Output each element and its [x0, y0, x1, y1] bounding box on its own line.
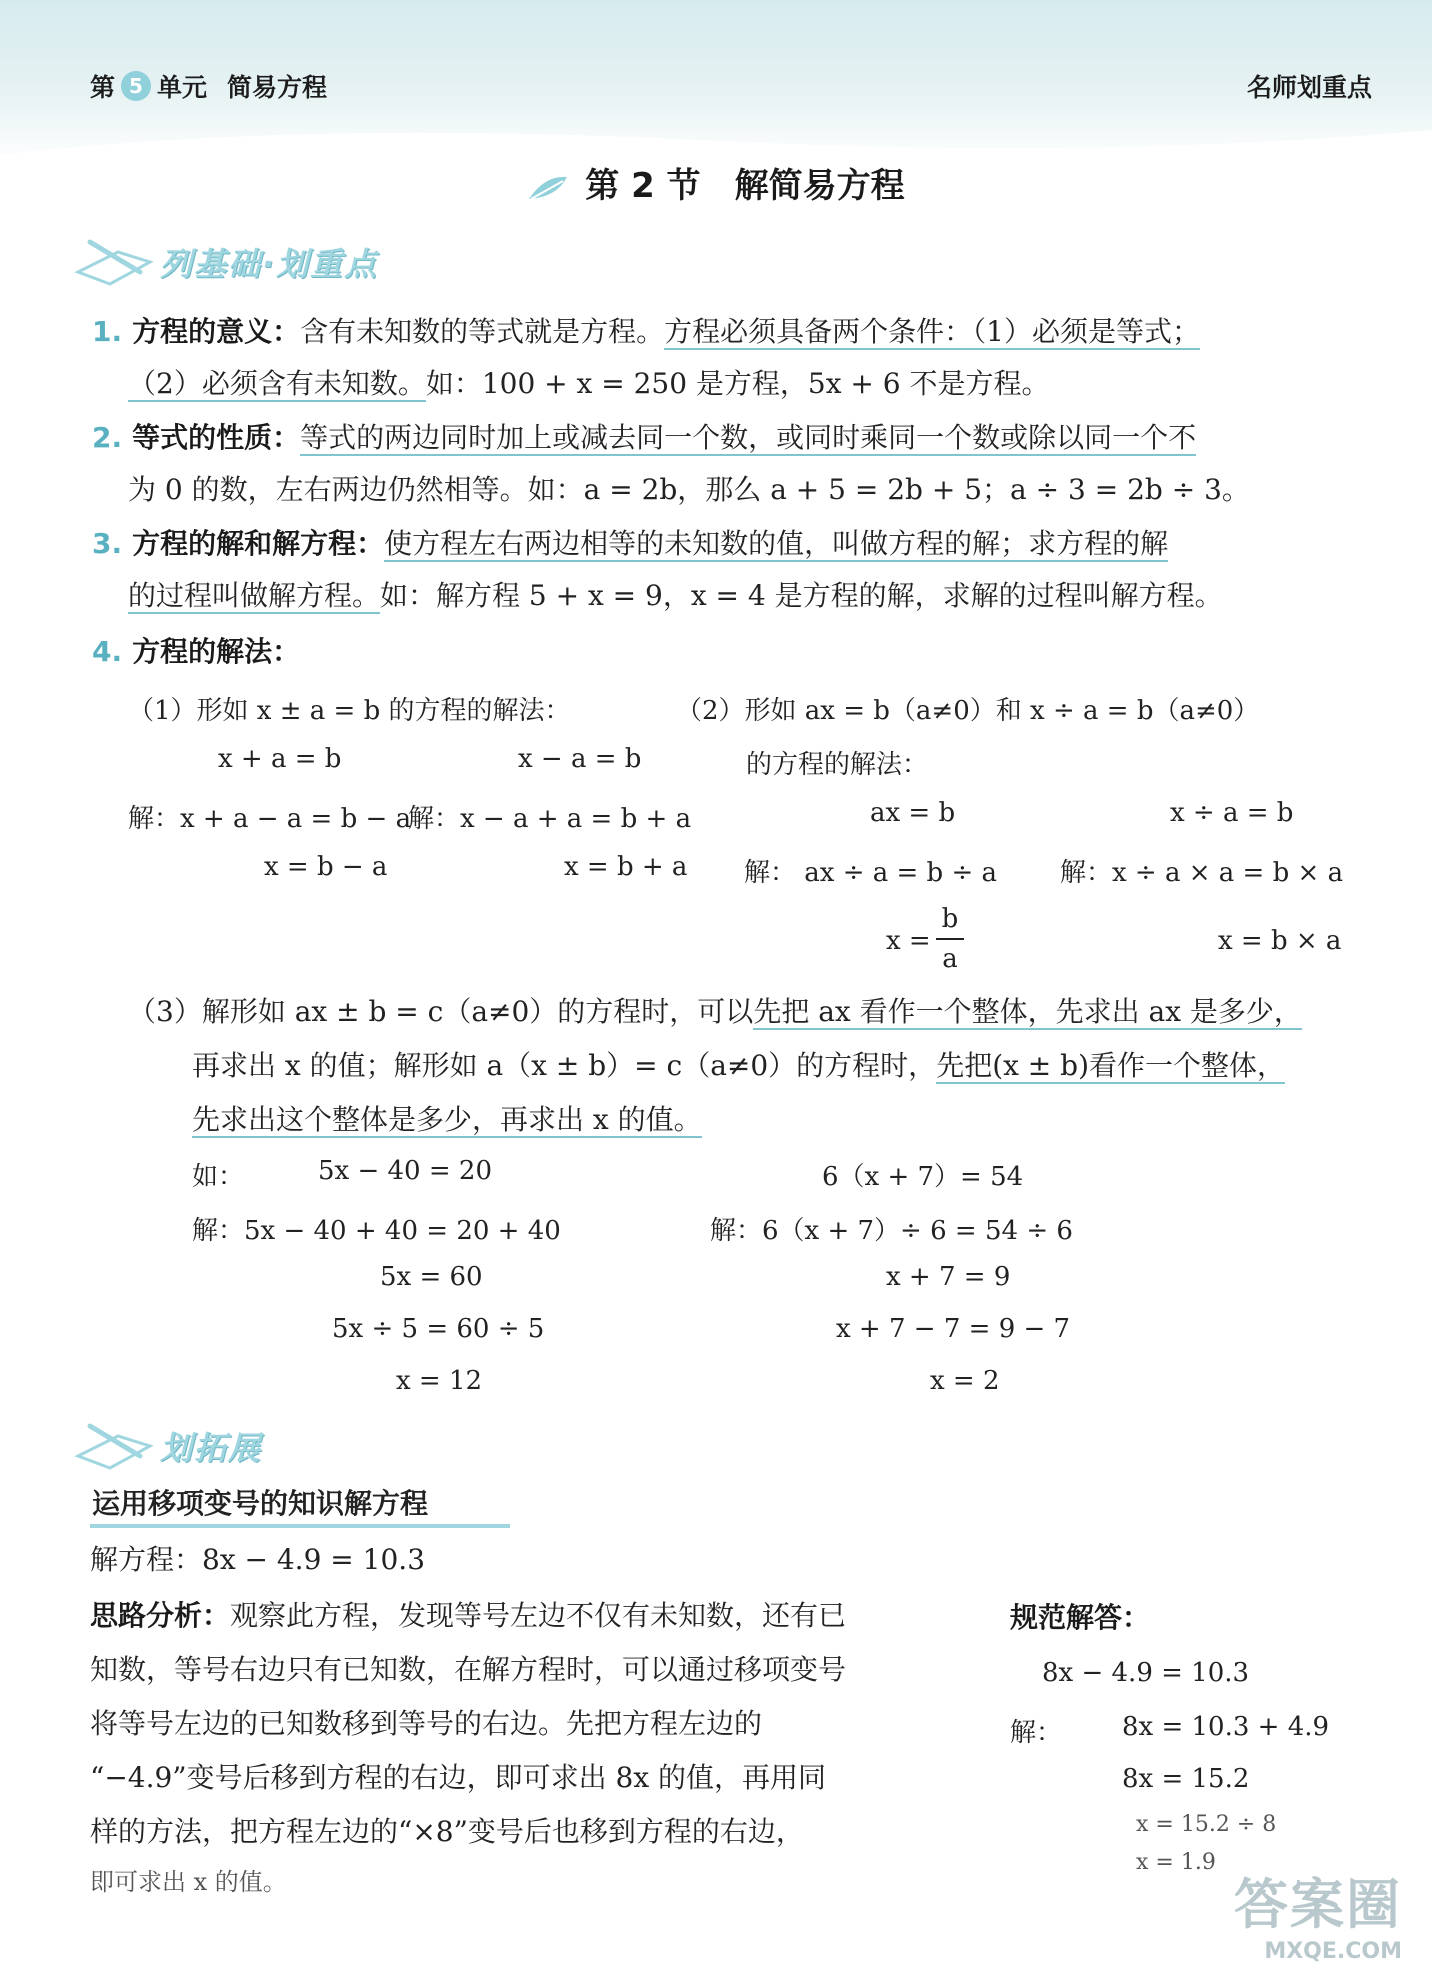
- watermark-big: 答案圈: [1234, 1873, 1402, 1936]
- method-2-sol-a2-lhs: x =: [886, 926, 931, 956]
- point-2-text2: 为 0 的数，左右两边仍然相等。如：a = 2b，那么 a + 5 = 2b + 5；a ÷ 3 = 2b ÷ 3。: [128, 473, 1250, 506]
- unit-number-badge: 5: [121, 71, 151, 101]
- point-4-line1: [92, 626, 300, 678]
- analysis-line3: 将等号左边的已知数移到等号的右边。先把方程左边的: [90, 1707, 763, 1740]
- banner-basics: [70, 232, 378, 292]
- example-left-s2: 5x = 60: [380, 1262, 483, 1292]
- unit-prefix: 第: [90, 73, 116, 102]
- example-right-s2: x + 7 = 9: [886, 1262, 1011, 1292]
- point-1-text1b: 方程必须具备两个条件：（1）必须是等式；: [664, 315, 1200, 348]
- answer-line4: x = 15.2 ÷ 8: [1136, 1812, 1277, 1837]
- unit-title: 简易方程: [227, 73, 328, 102]
- point-3-text2b: 如：解方程 5 + x = 9，x = 4 是方程的解，求解的过程叫解方程。: [380, 579, 1223, 612]
- method-1-intro: （1）形如 x ± a = b 的方程的解法：: [128, 696, 571, 726]
- method-3-line2: [192, 1040, 1285, 1092]
- point-1-line1: [92, 306, 1200, 358]
- method-3-text3: 先求出这个整体是多少，再求出 x 的值。: [192, 1103, 702, 1136]
- section-title-row: [0, 158, 1432, 207]
- answer-line5: x = 1.9: [1136, 1850, 1216, 1875]
- pen-book-icon: [70, 232, 160, 292]
- unit-heading: [90, 68, 327, 104]
- banner-basics-text: 列基础·划重点: [160, 245, 379, 283]
- extension-problem: 解方程：8x − 4.9 = 10.3: [90, 1543, 426, 1576]
- method-3-text2a: 再求出 x 的值；解形如 a（x ± b）= c（a≠0）的方程时，: [192, 1049, 937, 1082]
- method-3-text1b: 先把 ax 看作一个整体，先求出 ax 是多少，: [753, 995, 1302, 1028]
- extension-title-underline: [90, 1524, 510, 1528]
- example-left-s3: 5x ÷ 5 = 60 ÷ 5: [332, 1314, 545, 1344]
- method-2-sol-a1: 解： ax ÷ a = b ÷ a: [744, 858, 998, 888]
- method-1-sol-b2: x = b + a: [564, 852, 688, 882]
- point-1-title: 方程的意义：: [132, 315, 301, 348]
- analysis-line5: 样的方法，把方程左边的“×8”变号后也移到方程的右边，: [90, 1815, 804, 1848]
- point-3-text1: 使方程左右两边相等的未知数的值，叫做方程的解；求方程的解: [384, 527, 1169, 560]
- fraction-denominator: a: [942, 944, 958, 974]
- point-1-text1a: 含有未知数的等式就是方程。: [300, 315, 665, 348]
- point-1-text2a: （2）必须含有未知数。: [128, 367, 426, 400]
- analysis-line1: [90, 1590, 846, 1642]
- method-2-sol-b2: x = b × a: [1218, 926, 1342, 956]
- point-2-text1: 等式的两边同时加上或减去同一个数，或同时乘同一个数或除以同一个不: [300, 421, 1197, 454]
- example-left-s1: 解：5x − 40 + 40 = 20 + 40: [192, 1216, 561, 1246]
- answer-line1: 8x − 4.9 = 10.3: [1042, 1658, 1250, 1688]
- example-right-s1: 解：6（x + 7）÷ 6 = 54 ÷ 6: [710, 1216, 1073, 1246]
- analysis-line4: “−4.9”变号后移到方程的右边，即可求出 8x 的值，再用同: [90, 1761, 827, 1794]
- point-1-number: 1.: [92, 315, 123, 348]
- point-4-number: 4.: [92, 635, 123, 668]
- section-title: 第 2 节 解简易方程: [585, 166, 905, 206]
- point-3-text2a: 的过程叫做解方程。: [128, 579, 381, 612]
- method-2-sol-b1: 解：x ÷ a × a = b × a: [1060, 858, 1344, 888]
- watermark: [1234, 1862, 1402, 1964]
- fraction-bar: [936, 938, 964, 940]
- watermark-small: MXQE.COM: [1264, 1939, 1402, 1964]
- method-3-text2b: 先把(x ± b)看作一个整体，: [936, 1049, 1286, 1082]
- method-1-sol-b1: 解：x − a + a = b + a: [408, 804, 692, 834]
- method-1-sol-a1: 解：x + a − a = b − a: [128, 804, 412, 834]
- example-left-s4: x = 12: [396, 1366, 483, 1396]
- example-left-eq: 5x − 40 = 20: [318, 1156, 493, 1186]
- method-2-intro1: （2）形如 ax = b（a≠0）和 x ÷ a = b（a≠0）: [676, 696, 1260, 726]
- analysis-line2: 知数，等号右边只有已知数，在解方程时，可以通过移项变号: [90, 1653, 847, 1686]
- method-2-fraction: [936, 904, 964, 974]
- analysis-line6: 即可求出 x 的值。: [90, 1868, 287, 1896]
- example-left-label: 如：: [192, 1162, 245, 1192]
- method-1-sol-a2: x = b − a: [264, 852, 388, 882]
- point-2-number: 2.: [92, 421, 123, 454]
- example-right-s3: x + 7 − 7 = 9 − 7: [836, 1314, 1071, 1344]
- answer-line3: 8x = 15.2: [1122, 1764, 1250, 1794]
- method-2-eq-a: ax = b: [870, 798, 956, 828]
- method-1-eq-a: x + a = b: [218, 744, 342, 774]
- method-2-intro2: 的方程的解法：: [746, 750, 929, 780]
- method-1-eq-b: x − a = b: [518, 744, 642, 774]
- point-3-title: 方程的解和解方程：: [132, 527, 385, 560]
- unit-suffix: 单元: [157, 73, 208, 102]
- answer-label: 规范解答：: [1010, 1601, 1151, 1634]
- point-4-title: 方程的解法：: [132, 635, 301, 668]
- point-2-title: 等式的性质：: [132, 421, 301, 454]
- method-2-eq-b: x ÷ a = b: [1170, 798, 1294, 828]
- point-3-line1: [92, 518, 1168, 570]
- extension-title: 运用移项变号的知识解方程: [92, 1487, 429, 1520]
- fraction-numerator: b: [941, 904, 959, 934]
- banner-extension: [70, 1416, 262, 1476]
- analysis-text1: 观察此方程，发现等号左边不仅有未知数，还有已: [230, 1599, 847, 1632]
- method-3-text1a: （3）解形如 ax ± b = c（a≠0）的方程时，可以: [128, 995, 754, 1028]
- method-3-line3: [192, 1094, 702, 1146]
- point-2-line2: [128, 464, 1250, 516]
- point-1-text2b: 如：100 + x = 250 是方程，5x + 6 不是方程。: [425, 367, 1050, 400]
- point-2-line1: [92, 412, 1196, 464]
- pen-book-icon: [70, 1416, 160, 1476]
- banner-extension-text: 划拓展: [160, 1429, 263, 1467]
- point-1-line2: [128, 358, 1050, 410]
- leaf-icon: [527, 173, 569, 203]
- analysis-label: 思路分析：: [90, 1599, 231, 1632]
- answer-solve-label: 解：: [1010, 1718, 1063, 1748]
- example-right-eq: 6（x + 7）= 54: [822, 1162, 1024, 1192]
- point-3-line2: [128, 570, 1223, 622]
- method-3-line1: [128, 986, 1302, 1038]
- example-right-s4: x = 2: [930, 1366, 1000, 1396]
- header-right-label: 名师划重点: [1246, 73, 1372, 102]
- point-3-number: 3.: [92, 527, 123, 560]
- answer-line2: 8x = 10.3 + 4.9: [1122, 1712, 1330, 1742]
